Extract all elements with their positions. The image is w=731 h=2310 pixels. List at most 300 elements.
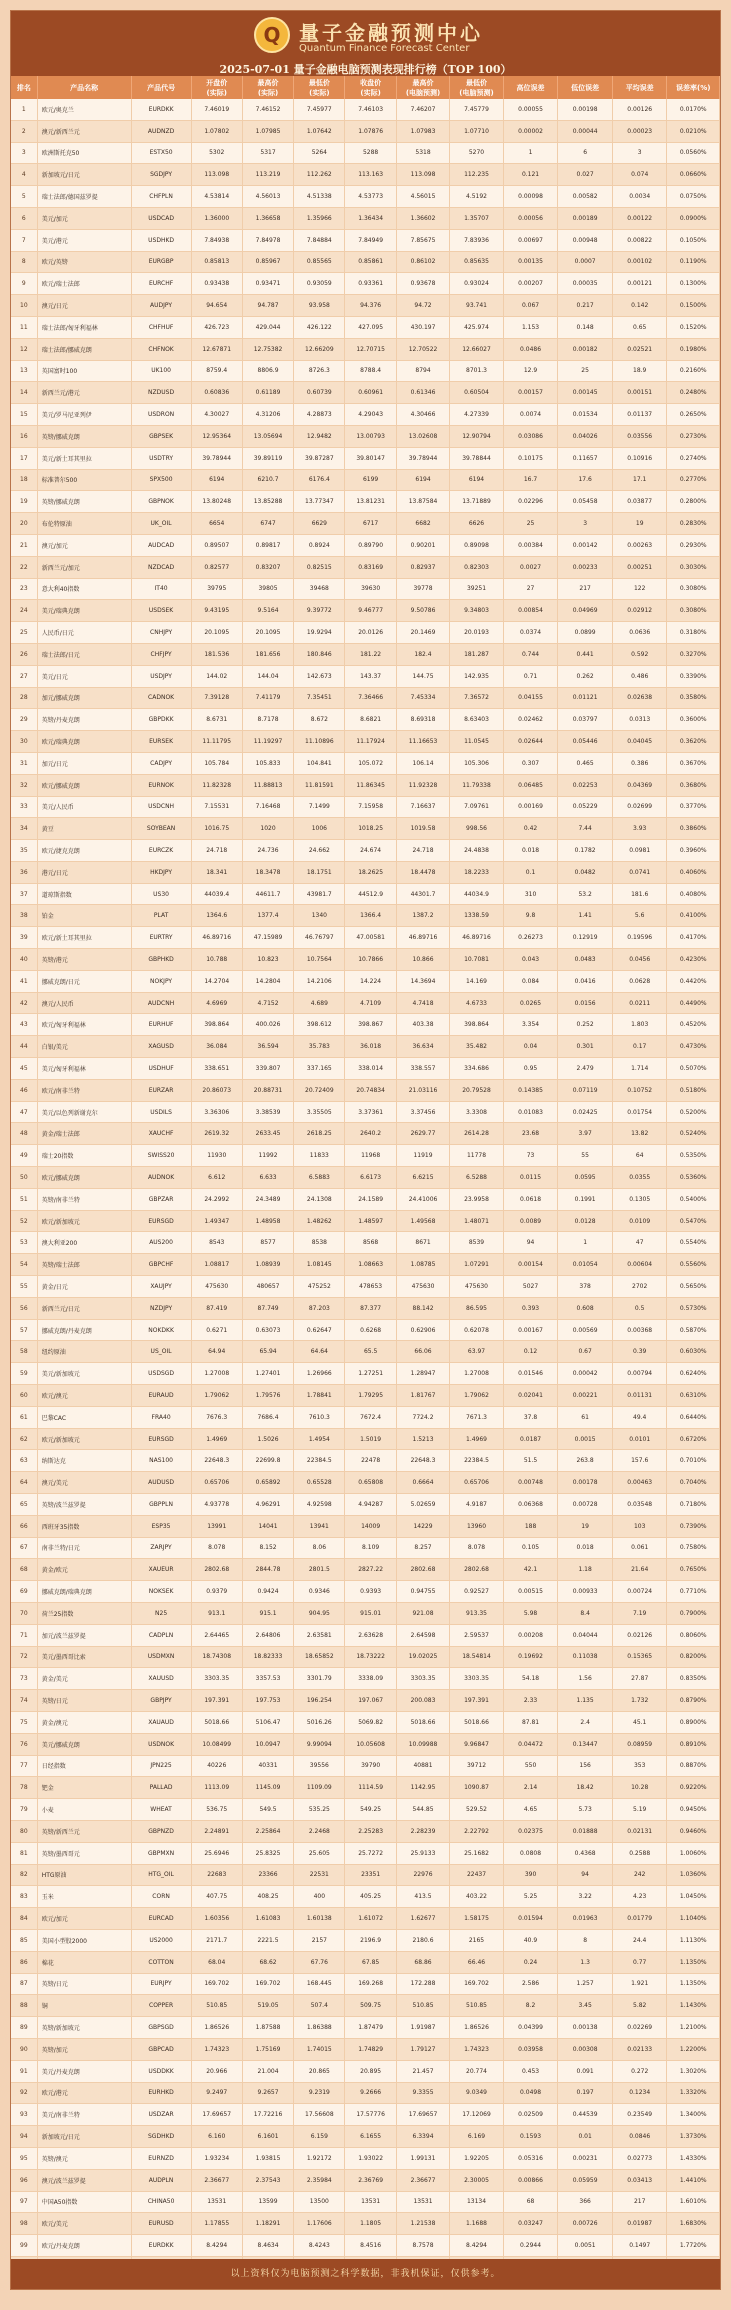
rank-cell: 21 <box>11 534 37 556</box>
value-cell: 8543 <box>191 1232 242 1254</box>
product-name-cell: 瑞士法郎/匈牙利福林 <box>37 316 131 338</box>
value-cell: 18.74308 <box>191 1646 242 1668</box>
value-cell: 0.465 <box>558 752 613 774</box>
value-cell: 0.82515 <box>294 556 345 578</box>
value-cell: 0.0483 <box>558 949 613 971</box>
table-body <box>11 99 720 2278</box>
value-cell: 0.61189 <box>242 382 293 404</box>
value-cell: 7.46019 <box>191 99 242 120</box>
value-cell: 157.6 <box>612 1450 667 1472</box>
rank-cell: 8 <box>11 251 37 273</box>
value-cell: 54.18 <box>503 1668 558 1690</box>
product-code-cell: XAUJPY <box>131 1276 191 1298</box>
product-name-cell: 黄豆 <box>37 818 131 840</box>
value-cell: 4.65 <box>503 1799 558 1821</box>
value-cell: 3.97 <box>558 1123 613 1145</box>
value-cell: 0.00463 <box>612 1472 667 1494</box>
column-header: 误差率(%) <box>667 76 720 99</box>
rank-cell: 6 <box>11 207 37 229</box>
value-cell: 0.89098 <box>450 534 503 556</box>
product-name-cell: 新加坡元/日元 <box>37 2126 131 2148</box>
value-cell: 20.74834 <box>345 1079 396 1101</box>
value-cell: 0.0374 <box>503 622 558 644</box>
product-name-cell: 港元/日元 <box>37 861 131 883</box>
value-cell: 0.3680% <box>667 774 720 796</box>
product-name-cell: 荷兰25指数 <box>37 1602 131 1624</box>
product-name-cell: 欧元/丹麦克朗 <box>37 2235 131 2257</box>
product-code-cell: EURCHF <box>131 273 191 295</box>
value-cell: 0.8790% <box>667 1690 720 1712</box>
column-header: 高位误差 <box>503 76 558 99</box>
value-cell: 1.48262 <box>294 1210 345 1232</box>
value-cell: 12.75382 <box>242 338 293 360</box>
value-cell: 7.45977 <box>294 99 345 120</box>
value-cell: 0.4490% <box>667 992 720 1014</box>
value-cell: 1.81767 <box>396 1385 449 1407</box>
value-cell: 20.88731 <box>242 1079 293 1101</box>
value-cell: 0.90201 <box>396 534 449 556</box>
value-cell: 25.8325 <box>242 1842 293 1864</box>
value-cell: 39805 <box>242 578 293 600</box>
value-cell: 8.7578 <box>396 2235 449 2257</box>
value-cell: 39778 <box>396 578 449 600</box>
value-cell: 1016.75 <box>191 818 242 840</box>
value-cell: 44034.9 <box>450 883 503 905</box>
value-cell: 2801.5 <box>294 1559 345 1581</box>
table-row <box>11 861 720 883</box>
value-cell: 0.027 <box>558 164 613 186</box>
value-cell: 13500 <box>294 2191 345 2213</box>
value-cell: 0.04 <box>503 1036 558 1058</box>
value-cell: 5.02659 <box>396 1494 449 1516</box>
product-name-cell: 瑞士法郎/挪威克朗 <box>37 338 131 360</box>
value-cell: 23.9958 <box>450 1188 503 1210</box>
value-cell: 0.65808 <box>345 1472 396 1494</box>
value-cell: 10.866 <box>396 949 449 971</box>
value-cell: 1.5026 <box>242 1428 293 1450</box>
value-cell: 1.732 <box>612 1690 667 1712</box>
value-cell: 5069.82 <box>345 1711 396 1733</box>
value-cell: 4.5192 <box>450 186 503 208</box>
value-cell: 310 <box>503 883 558 905</box>
value-cell: 20.774 <box>450 2060 503 2082</box>
value-cell: 0.02126 <box>612 1624 667 1646</box>
value-cell: 0.8900% <box>667 1711 720 1733</box>
value-cell: 0.2480% <box>667 382 720 404</box>
product-code-cell: GBPCHF <box>131 1254 191 1276</box>
value-cell: 1.17855 <box>191 2213 242 2235</box>
value-cell: 12.95364 <box>191 425 242 447</box>
value-cell: 25.9133 <box>396 1842 449 1864</box>
value-cell: 1109.09 <box>294 1777 345 1799</box>
value-cell: 3 <box>558 513 613 535</box>
value-cell: 0.6240% <box>667 1363 720 1385</box>
value-cell: 0.60739 <box>294 382 345 404</box>
value-cell: 13531 <box>396 2191 449 2213</box>
value-cell: 0.07119 <box>558 1079 613 1101</box>
value-cell: 1.74323 <box>191 2038 242 2060</box>
product-name-cell: 澳元/新西兰元 <box>37 120 131 142</box>
value-cell: 1.27008 <box>450 1363 503 1385</box>
product-code-cell: EURDKK <box>131 99 191 120</box>
value-cell: 0.307 <box>503 752 558 774</box>
rank-cell: 46 <box>11 1079 37 1101</box>
value-cell: 9.2657 <box>242 2082 293 2104</box>
table-row <box>11 2147 720 2169</box>
value-cell: 0.85565 <box>294 251 345 273</box>
table-row <box>11 251 720 273</box>
value-cell: 7672.4 <box>345 1406 396 1428</box>
product-code-cell: EURNZD <box>131 2147 191 2169</box>
value-cell: 0.2944 <box>503 2235 558 2257</box>
value-cell: 13.87584 <box>396 491 449 513</box>
value-cell: 1.74829 <box>345 2038 396 2060</box>
product-code-cell: EURAUD <box>131 1385 191 1407</box>
value-cell: 2.586 <box>503 1973 558 1995</box>
table-row <box>11 1210 720 1232</box>
value-cell: 2.64598 <box>396 1624 449 1646</box>
value-cell: 0.10916 <box>612 447 667 469</box>
value-cell: 40.9 <box>503 1929 558 1951</box>
value-cell: 8794 <box>396 360 449 382</box>
product-name-cell: 白银/美元 <box>37 1036 131 1058</box>
value-cell: 22683 <box>191 1864 242 1886</box>
value-cell: 0.05446 <box>558 731 613 753</box>
value-cell: 0.65528 <box>294 1472 345 1494</box>
rank-cell: 28 <box>11 687 37 709</box>
value-cell: 10.08499 <box>191 1733 242 1755</box>
value-cell: 46.89716 <box>191 927 242 949</box>
value-cell: 12.66027 <box>450 338 503 360</box>
product-name-cell: 欧元/新加坡元 <box>37 1210 131 1232</box>
product-name-cell: 澳元/美元 <box>37 1472 131 1494</box>
value-cell: 103 <box>612 1515 667 1537</box>
table-row <box>11 1472 720 1494</box>
value-cell: 0.65706 <box>191 1472 242 1494</box>
rank-cell: 88 <box>11 1995 37 2017</box>
table-row <box>11 600 720 622</box>
value-cell: 2827.22 <box>345 1559 396 1581</box>
value-cell: 5302 <box>191 142 242 164</box>
value-cell: 25.6946 <box>191 1842 242 1864</box>
value-cell: 43981.7 <box>294 883 345 905</box>
table-row <box>11 1886 720 1908</box>
product-name-cell: 美元/新加坡元 <box>37 1363 131 1385</box>
value-cell: 0.4730% <box>667 1036 720 1058</box>
rank-cell: 63 <box>11 1450 37 1472</box>
value-cell: 0.1500% <box>667 295 720 317</box>
product-name-cell: 英镑/南非兰特 <box>37 1188 131 1210</box>
value-cell: 8.6731 <box>191 709 242 731</box>
table-row <box>11 1188 720 1210</box>
value-cell: 8.152 <box>242 1537 293 1559</box>
value-cell: 24.4838 <box>450 840 503 862</box>
product-name-cell: 英镑/新西兰元 <box>37 1820 131 1842</box>
value-cell: 94.72 <box>396 295 449 317</box>
value-cell: 0.1190% <box>667 251 720 273</box>
value-cell: 1.48597 <box>345 1210 396 1232</box>
value-cell: 104.841 <box>294 752 345 774</box>
value-cell: 1.62677 <box>396 1908 449 1930</box>
product-name-cell: 澳元/波兰兹罗提 <box>37 2169 131 2191</box>
value-cell: 93.741 <box>450 295 503 317</box>
product-name-cell: 挪威克朗/瑞典克朗 <box>37 1581 131 1603</box>
product-code-cell: GBPNOK <box>131 491 191 513</box>
value-cell: 0.00044 <box>558 120 613 142</box>
rank-cell: 45 <box>11 1058 37 1080</box>
value-cell: 0.10175 <box>503 447 558 469</box>
value-cell: 24.1589 <box>345 1188 396 1210</box>
value-cell: 0.7180% <box>667 1494 720 1516</box>
value-cell: 5.73 <box>558 1799 613 1821</box>
value-cell: 0.6720% <box>667 1428 720 1450</box>
value-cell: 3303.35 <box>450 1668 503 1690</box>
value-cell: 0.05959 <box>558 2169 613 2191</box>
value-cell: 7.15531 <box>191 796 242 818</box>
value-cell: 0.04369 <box>612 774 667 796</box>
value-cell: 0.043 <box>503 949 558 971</box>
value-cell: 2.35984 <box>294 2169 345 2191</box>
value-cell: 67.85 <box>345 1951 396 1973</box>
product-code-cell: USDNOK <box>131 1733 191 1755</box>
value-cell: 6747 <box>242 513 293 535</box>
value-cell: 549.5 <box>242 1799 293 1821</box>
value-cell: 53.2 <box>558 883 613 905</box>
table-row <box>11 970 720 992</box>
column-header: 最低价 (实际) <box>294 76 345 99</box>
value-cell: 6.1601 <box>242 2126 293 2148</box>
product-code-cell: CADNOK <box>131 687 191 709</box>
table-row <box>11 1581 720 1603</box>
value-cell: 1.60356 <box>191 1908 242 1930</box>
value-cell: 0.608 <box>558 1297 613 1319</box>
value-cell: 6.169 <box>450 2126 503 2148</box>
product-name-cell: 澳元/人民币 <box>37 992 131 1014</box>
value-cell: 0.0498 <box>503 2082 558 2104</box>
rank-cell: 59 <box>11 1363 37 1385</box>
column-header: 平均误差 <box>612 76 667 99</box>
value-cell: 5.25 <box>503 1886 558 1908</box>
rank-cell: 60 <box>11 1385 37 1407</box>
value-cell: 6.612 <box>191 1167 242 1189</box>
value-cell: 0.00822 <box>612 229 667 251</box>
value-cell: 4.689 <box>294 992 345 1014</box>
rank-cell: 41 <box>11 970 37 992</box>
rank-cell: 4 <box>11 164 37 186</box>
value-cell: 2221.5 <box>242 1929 293 1951</box>
rank-cell: 27 <box>11 665 37 687</box>
value-cell: 169.268 <box>345 1973 396 1995</box>
value-cell: 915.1 <box>242 1602 293 1624</box>
value-cell: 7.09761 <box>450 796 503 818</box>
value-cell: 1.36000 <box>191 207 242 229</box>
value-cell: 0.1300% <box>667 273 720 295</box>
value-cell: 1.26966 <box>294 1363 345 1385</box>
value-cell: 1.3020% <box>667 2060 720 2082</box>
value-cell: 0.02699 <box>612 796 667 818</box>
value-cell: 105.072 <box>345 752 396 774</box>
value-cell: 47.00581 <box>345 927 396 949</box>
value-cell: 366 <box>558 2191 613 2213</box>
value-cell: 398.867 <box>345 1014 396 1036</box>
page-subtitle: 2025-07-01 量子金融电脑预测表现排行榜（TOP 100） <box>219 63 512 76</box>
value-cell: 0.067 <box>503 295 558 317</box>
value-cell: 8.4634 <box>242 2235 293 2257</box>
value-cell: 5106.47 <box>242 1711 293 1733</box>
value-cell: 17.6 <box>558 469 613 491</box>
value-cell: 0.82303 <box>450 556 503 578</box>
product-code-cell: EURCZK <box>131 840 191 862</box>
rank-cell: 37 <box>11 883 37 905</box>
value-cell: 13.00793 <box>345 425 396 447</box>
value-cell: 0.7710% <box>667 1581 720 1603</box>
value-cell: 2640.2 <box>345 1123 396 1145</box>
rank-cell: 20 <box>11 513 37 535</box>
value-cell: 3.35505 <box>294 1101 345 1123</box>
value-cell: 6682 <box>396 513 449 535</box>
value-cell: 22699.8 <box>242 1450 293 1472</box>
value-cell: 913.1 <box>191 1602 242 1624</box>
value-cell: 7.35451 <box>294 687 345 709</box>
table-row <box>11 1036 720 1058</box>
value-cell: 44301.7 <box>396 883 449 905</box>
value-cell: 1.21538 <box>396 2213 449 2235</box>
value-cell: 1090.87 <box>450 1777 503 1799</box>
product-code-cell: EURCAD <box>131 1908 191 1930</box>
value-cell: 0.04045 <box>612 731 667 753</box>
value-cell: 6.3394 <box>396 2126 449 2148</box>
product-name-cell: 美元/丹麦克朗 <box>37 2060 131 2082</box>
value-cell: 0.5350% <box>667 1145 720 1167</box>
value-cell: 1377.4 <box>242 905 293 927</box>
product-name-cell: 欧元/南非兰特 <box>37 1079 131 1101</box>
value-cell: 0.00122 <box>612 207 667 229</box>
product-name-cell: 英镑/日元 <box>37 1690 131 1712</box>
rank-cell: 86 <box>11 1951 37 1973</box>
value-cell: 0.148 <box>558 316 613 338</box>
value-cell: 106.14 <box>396 752 449 774</box>
rank-cell: 89 <box>11 2017 37 2039</box>
table-row <box>11 469 720 491</box>
value-cell: 10.28 <box>612 1777 667 1799</box>
value-cell: 22648.3 <box>396 1450 449 1472</box>
value-cell: 18.2233 <box>450 861 503 883</box>
value-cell: 408.25 <box>242 1886 293 1908</box>
rank-cell: 39 <box>11 927 37 949</box>
product-name-cell: 欧元/捷克克朗 <box>37 840 131 862</box>
value-cell: 0.00178 <box>558 1472 613 1494</box>
value-cell: 0.06368 <box>503 1494 558 1516</box>
value-cell: 11778 <box>450 1145 503 1167</box>
product-code-cell: EURSGD <box>131 1428 191 1450</box>
value-cell: 7671.3 <box>450 1406 503 1428</box>
table-header-row <box>11 76 720 99</box>
value-cell: 1.79127 <box>396 2038 449 2060</box>
value-cell: 14041 <box>242 1515 293 1537</box>
value-cell: 1.93815 <box>242 2147 293 2169</box>
value-cell: 64.94 <box>191 1341 242 1363</box>
value-cell: 24.718 <box>191 840 242 862</box>
value-cell: 11930 <box>191 1145 242 1167</box>
value-cell: 6717 <box>345 513 396 535</box>
value-cell: 2.2468 <box>294 1820 345 1842</box>
value-cell: 39556 <box>294 1755 345 1777</box>
value-cell: 144.04 <box>242 665 293 687</box>
product-code-cell: AUDJPY <box>131 295 191 317</box>
rank-cell: 48 <box>11 1123 37 1145</box>
value-cell: 67.76 <box>294 1951 345 1973</box>
value-cell: 0.77 <box>612 1951 667 1973</box>
product-name-cell: 新西兰元/加元 <box>37 556 131 578</box>
value-cell: 17.12069 <box>450 2104 503 2126</box>
value-cell: 8.4516 <box>345 2235 396 2257</box>
value-cell: 0.142 <box>612 295 667 317</box>
value-cell: 7.45779 <box>450 99 503 120</box>
value-cell: 217 <box>612 2191 667 2213</box>
table-row <box>11 513 720 535</box>
product-code-cell: USDHUF <box>131 1058 191 1080</box>
value-cell: 5018.66 <box>450 1711 503 1733</box>
value-cell: 1.1688 <box>450 2213 503 2235</box>
value-cell: 11.10896 <box>294 731 345 753</box>
value-cell: 1.93234 <box>191 2147 242 2169</box>
product-name-cell: 美元/加元 <box>37 207 131 229</box>
value-cell: 2.22792 <box>450 1820 503 1842</box>
product-code-cell: EURTRY <box>131 927 191 949</box>
value-cell: 24.41006 <box>396 1188 449 1210</box>
product-code-cell: COTTON <box>131 1951 191 1973</box>
table-row <box>11 491 720 513</box>
rank-cell: 44 <box>11 1036 37 1058</box>
value-cell: 11.11795 <box>191 731 242 753</box>
table-row <box>11 992 720 1014</box>
value-cell: 0.744 <box>503 643 558 665</box>
value-cell: 5318 <box>396 142 449 164</box>
value-cell: 4.53814 <box>191 186 242 208</box>
value-cell: 5288 <box>345 142 396 164</box>
product-code-cell: EURDKK <box>131 2235 191 2257</box>
product-name-cell: 欧元/新土耳其里拉 <box>37 927 131 949</box>
value-cell: 2.63628 <box>345 1624 396 1646</box>
value-cell: 11968 <box>345 1145 396 1167</box>
product-name-cell: 新加坡元/日元 <box>37 164 131 186</box>
table-row <box>11 2169 720 2191</box>
value-cell: 0.00098 <box>503 186 558 208</box>
value-cell: 0.12 <box>503 1341 558 1363</box>
product-code-cell: GBPHKD <box>131 949 191 971</box>
value-cell: 0.00126 <box>612 99 667 120</box>
value-cell: 1.4954 <box>294 1428 345 1450</box>
value-cell: 66.46 <box>450 1951 503 1973</box>
value-cell: 2157 <box>294 1929 345 1951</box>
value-cell: 0.9346 <box>294 1581 345 1603</box>
value-cell: 36.084 <box>191 1036 242 1058</box>
value-cell: 7610.3 <box>294 1406 345 1428</box>
product-name-cell: 日经指数 <box>37 1755 131 1777</box>
value-cell: 0.00233 <box>558 556 613 578</box>
value-cell: 0.0750% <box>667 186 720 208</box>
value-cell: 0.5400% <box>667 1188 720 1210</box>
value-cell: 3303.35 <box>191 1668 242 1690</box>
value-cell: 8.69318 <box>396 709 449 731</box>
product-name-cell: 美国小型股2000 <box>37 1929 131 1951</box>
value-cell: 1.86526 <box>450 2017 503 2039</box>
value-cell: 27 <box>503 578 558 600</box>
table-row <box>11 1450 720 1472</box>
value-cell: 0.084 <box>503 970 558 992</box>
value-cell: 2629.77 <box>396 1123 449 1145</box>
value-cell: 3.93 <box>612 818 667 840</box>
